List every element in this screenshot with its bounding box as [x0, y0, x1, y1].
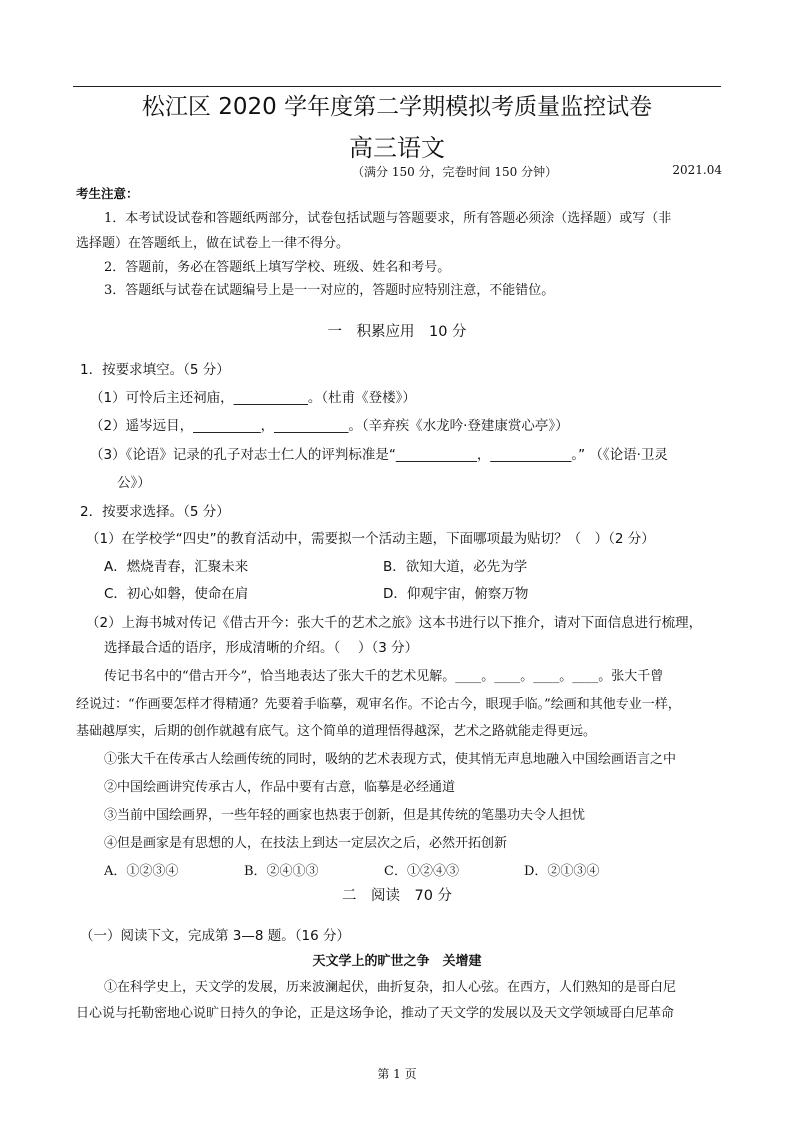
exam-title: 松江区 2020 学年度第二学期模拟考质量监控试卷 — [141, 94, 653, 120]
q2-p1-option-d: D．仰观宇宙，俯察万物 — [383, 586, 529, 602]
q2-part-2: （2）上海书城对传记《借古开今：张大千的艺术之旅》这本书进行以下推介，请对下面信息进行梳理， — [86, 615, 703, 631]
q2-p1-option-b: B．欲知大道，必先为学 — [383, 559, 528, 575]
passage-line-3: 基础越厚实，后期的创作就越有底气。这个简单的道理悟得越深，艺术之路就能走得更远。 — [76, 724, 597, 739]
page-number: 第 1 页 — [377, 1067, 417, 1081]
q2-p1-option-c: C．初心如磐，使命在肩 — [104, 586, 249, 602]
notice-item-1-cont: 选择题）在答题纸上，做在试卷上一律不得分。 — [76, 236, 350, 251]
notice-item-3: 3．答题纸与试卷在试题编号上是一一对应的，答题时应特别注意，不能错位。 — [104, 283, 555, 298]
q2-p2-option-c: C．①②④③ — [384, 864, 459, 879]
article-para-1-line-1: ①在科学史上，天文学的发展，历来波澜起伏，曲折复杂，扣人心弦。在西方，人们熟知的是哥白尼 — [104, 980, 677, 995]
q2-p2-option-a: A．①②③④ — [104, 864, 179, 879]
passage-line-1: 传记书名中的“借古开今”，恰当地表达了张大千的艺术见解。____。____。____。____。张大千曾 — [104, 669, 664, 684]
q1-item-1: （1）可怜后主还祠庙，___________。（杜甫《登楼》） — [90, 390, 416, 406]
q1-item-3: （3）《论语》记录的孔子对志士仁人的评判标准是“____________，____________。” （《论语·卫灵 — [90, 447, 668, 463]
q2-part-1: （1）在学校学“四史”的教育活动中，需要拟一个活动主题，下面哪项最为贴切？（ ）（2 分） — [86, 531, 655, 547]
q1-stem: 1．按要求填空。（5 分） — [80, 362, 230, 378]
reading-1-stem: （一）阅读下文，完成第 3—8 题。（16 分） — [80, 928, 350, 944]
sentence-4: ④但是画家是有思想的人，在技法上到达一定层次之后，必然开拓创新 — [104, 836, 508, 851]
notice-item-1: 1．本考试设试卷和答题纸两部分，试卷包括试题与答题要求，所有答题必须涂（选择题）或写（非 — [104, 211, 672, 226]
sentence-2: ②中国绘画讲究传承古人，作品中要有古意，临摹是必经通道 — [104, 780, 456, 795]
exam-date: 2021.04 — [672, 163, 722, 177]
q2-p2-option-d: D．②①③④ — [524, 864, 600, 879]
section-1-title: 一 积累应用 10 分 — [327, 324, 467, 340]
notice-item-2: 2．答题前，务必在答题纸上填写学校、班级、姓名和考号。 — [104, 260, 451, 275]
sentence-3: ③当前中国绘画界，一些年轻的画家也热衷于创新，但是其传统的笔墨功夫令人担忧 — [104, 808, 586, 823]
q2-part-2-cont: 选择最合适的语序，形成清晰的介绍。（ ）（3 分） — [104, 640, 419, 656]
header-rule — [73, 86, 721, 87]
passage-line-2: 经说过：“作画要怎样才得精通？先要着手临摹，观审名作。不论古今，眼现手临。”绘画和其他专业一样， — [76, 697, 681, 712]
q2-p1-option-a: A．燃烧青春，汇聚未来 — [104, 559, 249, 575]
q1-item-3-cont: 公》） — [117, 475, 151, 491]
exam-subject: 高三语文 — [349, 134, 445, 162]
q2-p2-option-b: B．②④①③ — [244, 864, 319, 879]
exam-info: （满分 150 分，完卷时间 150 分钟） — [352, 165, 558, 179]
q2-stem: 2．按要求选择。（5 分） — [80, 504, 230, 520]
q1-item-2: （2）遥岑远目，__________，___________。（辛弃疾《水龙吟·登建康赏心亭》） — [90, 418, 569, 434]
article-title: 天文学上的旷世之争 关增建 — [312, 954, 482, 969]
sentence-1: ①张大千在传承古人绘画传统的同时，吸纳的艺术表现方式，使其悄无声息地融入中国绘画语言之中 — [104, 752, 677, 767]
article-para-1-line-2: 日心说与托勒密地心说旷日持久的争论，正是这场争论，推动了天文学的发展以及天文学领域哥白尼革命 — [76, 1006, 675, 1021]
notice-heading: 考生注意： — [76, 186, 139, 201]
section-2-title: 二 阅读 70 分 — [341, 888, 453, 904]
